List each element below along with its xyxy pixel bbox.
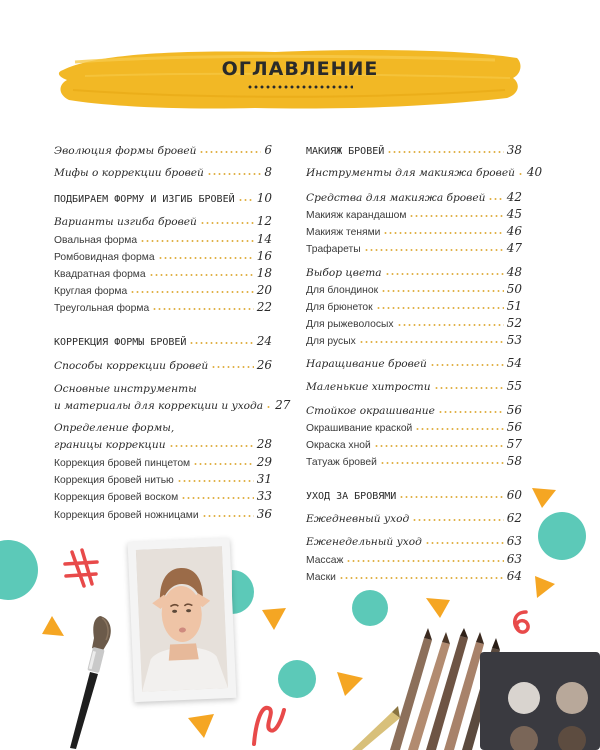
- makeup-brush-image: [62, 612, 122, 750]
- toc-entry[interactable]: [306, 165, 543, 179]
- dot-leader: [193, 463, 254, 465]
- dot-leader: [200, 222, 254, 224]
- dot-leader: [202, 515, 254, 517]
- toc-page-number: 20: [256, 283, 272, 297]
- toc-entry-label: Массаж: [306, 555, 344, 566]
- toc-entry-label-line1: Основные инструменты: [54, 383, 197, 395]
- dot-leader: [434, 387, 504, 389]
- toc-page-number: 50: [506, 282, 522, 296]
- dot-leader: [359, 341, 504, 343]
- toc-page-number: 18: [256, 266, 272, 280]
- toc-page-number: 56: [506, 403, 522, 417]
- dot-leader: [339, 577, 504, 579]
- dot-leader: [266, 406, 272, 408]
- woman-face-image: [136, 546, 228, 692]
- toc-entry-label: Инструменты для макияжа бровей: [306, 167, 515, 179]
- dot-leader: [181, 497, 254, 499]
- toc-entry[interactable]: [54, 472, 272, 486]
- toc-entry-label: Макияж карандашом: [306, 210, 407, 221]
- toc-entry-label: Для рыжеволосых: [306, 319, 394, 330]
- dot-leader: [149, 274, 254, 276]
- toc-entry[interactable]: [306, 207, 522, 221]
- toc-entry-label: границы коррекции: [54, 439, 166, 451]
- toc-entry-label: Средства для макияжа бровей: [306, 192, 486, 204]
- toc-page-number: 24: [256, 334, 272, 348]
- toc-entry-label: МАКИЯЖ БРОВЕЙ: [306, 146, 385, 157]
- toc-entry[interactable]: [306, 143, 522, 157]
- dot-leader: [409, 215, 503, 217]
- toc-page-number: 45: [506, 207, 522, 221]
- dot-leader: [158, 257, 254, 259]
- eyeshadow-palette-image: [480, 652, 600, 750]
- orange-triangle-decoration: [335, 670, 365, 698]
- toc-page-number: 63: [506, 534, 522, 548]
- dot-leader: [199, 151, 261, 153]
- toc-entry-label: Наращивание бровей: [306, 358, 427, 370]
- toc-page-number: 38: [506, 143, 522, 157]
- toc-entry-label: Способы коррекции бровей: [54, 360, 209, 372]
- toc-page-number: 57: [506, 437, 522, 451]
- dot-leader: [140, 240, 254, 242]
- toc-entry[interactable]: [306, 224, 522, 238]
- dot-leader: [412, 519, 504, 521]
- toc-page-number: 40: [526, 165, 543, 179]
- dot-leader: [399, 496, 503, 498]
- orange-triangle-decoration: [186, 712, 216, 740]
- dot-leader: [364, 249, 504, 251]
- toc-page-number: 55: [506, 379, 522, 393]
- dot-leader: [385, 273, 504, 275]
- toc-entry-label: Для брюнеток: [306, 302, 373, 313]
- toc-entry-label: Стойкое окрашивание: [306, 405, 435, 417]
- toc-page-number: 6: [264, 143, 272, 157]
- toc-entry[interactable]: [54, 232, 272, 246]
- toc-page-number: 64: [506, 569, 522, 583]
- toc-page-number: 42: [506, 190, 522, 204]
- toc-entry-label: Выбор цвета: [306, 267, 382, 279]
- toc-page-number: 56: [506, 420, 522, 434]
- dot-leader: [376, 307, 504, 309]
- orange-triangle-decoration: [424, 596, 452, 620]
- dot-leader: [374, 445, 504, 447]
- toc-page-number: 63: [506, 552, 522, 566]
- toc-page-number: 47: [506, 241, 522, 255]
- toc-entry-label: Овальная форма: [54, 235, 138, 246]
- toc-entry-label: Окраска хной: [306, 440, 371, 451]
- toc-entry[interactable]: [306, 552, 522, 566]
- toc-page-number: 62: [506, 511, 522, 525]
- dot-leader: [189, 342, 253, 344]
- red-squiggle-decoration: [246, 700, 290, 748]
- red-hash-decoration: [62, 548, 100, 590]
- dot-leader: [152, 308, 254, 310]
- toc-entry[interactable]: [306, 379, 522, 393]
- dot-leader: [397, 324, 504, 326]
- toc-entry-label: Круглая форма: [54, 286, 128, 297]
- toc-page-number: 14: [256, 232, 272, 246]
- woman-portrait-photo: [128, 538, 237, 702]
- dot-leader: [387, 151, 503, 153]
- teal-circle-decoration: [0, 540, 38, 600]
- toc-entry-label: Еженедельный уход: [306, 536, 422, 548]
- toc-entry[interactable]: [54, 489, 272, 503]
- toc-entry[interactable]: [306, 454, 522, 468]
- toc-entry[interactable]: [54, 300, 272, 314]
- toc-entry-label: УХОД ЗА БРОВЯМИ: [306, 491, 397, 502]
- toc-entry-label: Макияж тенями: [306, 227, 381, 238]
- dot-leader: [383, 232, 503, 234]
- toc-entry-label: Ромбовидная форма: [54, 252, 155, 263]
- dot-leader: [425, 542, 504, 544]
- toc-entry[interactable]: [306, 241, 522, 255]
- gold-pencil-image: [352, 706, 402, 750]
- dot-leader: [380, 462, 504, 464]
- toc-entry-label: КОРРЕКЦИЯ ФОРМЫ БРОВЕЙ: [54, 337, 187, 348]
- dot-leader: [130, 291, 254, 293]
- toc-page-number: 31: [256, 472, 272, 486]
- dot-leader: [488, 198, 503, 200]
- dot-leader: [381, 290, 504, 292]
- toc-page-number: 28: [256, 437, 272, 451]
- title-dotted-underline: [247, 85, 353, 89]
- toc-page-number: 8: [264, 165, 272, 179]
- toc-page-number: 46: [506, 224, 522, 238]
- toc-page-number: 36: [256, 507, 272, 521]
- toc-entry[interactable]: [306, 569, 522, 583]
- toc-entry[interactable]: [306, 333, 522, 347]
- toc-entry-label: ПОДБИРАЕМ ФОРМУ И ИЗГИБ БРОВЕЙ: [54, 194, 235, 205]
- toc-entry-label: Ежедневный уход: [306, 513, 410, 525]
- toc-entry[interactable]: [306, 265, 522, 279]
- dot-leader: [346, 560, 503, 562]
- teal-circle-decoration: [538, 512, 586, 560]
- toc-entry[interactable]: [54, 383, 291, 412]
- toc-entry[interactable]: [54, 165, 272, 179]
- teal-circle-decoration: [278, 660, 316, 698]
- toc-page-number: 12: [256, 214, 272, 228]
- toc-page-number: 53: [506, 333, 522, 347]
- toc-entry[interactable]: [306, 403, 522, 417]
- toc-page-number: 27: [275, 398, 291, 412]
- teal-circle-decoration: [232, 570, 254, 614]
- toc-entry[interactable]: [54, 283, 272, 297]
- toc-entry-label: Татуаж бровей: [306, 457, 377, 468]
- toc-entry[interactable]: [306, 316, 522, 330]
- toc-entry-label: Коррекция бровей ножницами: [54, 510, 199, 521]
- toc-entry[interactable]: [54, 191, 272, 205]
- toc-entry-label: Маски: [306, 572, 336, 583]
- toc-entry-label: и материалы для коррекции и ухода: [54, 400, 264, 412]
- page-title: ОГЛАВЛЕНИЕ: [221, 58, 379, 80]
- toc-page-number: 60: [506, 488, 522, 502]
- teal-circle-decoration: [352, 590, 388, 626]
- toc-page-number: 33: [256, 489, 272, 503]
- dot-leader: [211, 366, 253, 368]
- dot-leader: [207, 173, 262, 175]
- toc-entry-label: Варианты изгиба бровей: [54, 216, 197, 228]
- toc-page-number: 48: [506, 265, 522, 279]
- toc-entry-label-line1: Определение формы,: [54, 422, 175, 434]
- toc-entry[interactable]: [306, 420, 522, 434]
- toc-entry[interactable]: [54, 358, 272, 372]
- toc-entry-label: Мифы о коррекции бровей: [54, 167, 204, 179]
- toc-entry[interactable]: [54, 334, 272, 348]
- orange-triangle-decoration: [530, 484, 558, 510]
- toc-entry-label: Эволюция формы бровей: [54, 145, 197, 157]
- toc-page-number: 16: [256, 249, 272, 263]
- toc-page-number: 51: [506, 299, 522, 313]
- dot-leader: [438, 411, 504, 413]
- toc-entry-label: Треугольная форма: [54, 303, 150, 314]
- toc-entry-label: Для блондинок: [306, 285, 379, 296]
- toc-entry[interactable]: [54, 422, 272, 451]
- dot-leader: [238, 199, 254, 201]
- toc-entry-label: Маленькие хитрости: [306, 381, 431, 393]
- toc-page-number: 58: [506, 454, 522, 468]
- toc-entry[interactable]: [54, 455, 272, 469]
- toc-page-number: 22: [256, 300, 272, 314]
- dot-leader: [169, 445, 254, 447]
- toc-entry-label: Для русых: [306, 336, 356, 347]
- toc-entry[interactable]: [306, 356, 522, 370]
- toc-entry-label: Трафареты: [306, 244, 361, 255]
- toc-entry-label: Окрашивание краской: [306, 423, 413, 434]
- dot-leader: [177, 480, 254, 482]
- toc-entry-label: Коррекция бровей воском: [54, 492, 179, 503]
- toc-page-number: 29: [256, 455, 272, 469]
- toc-page-number: 10: [256, 191, 272, 205]
- toc-entry[interactable]: [306, 534, 522, 548]
- orange-triangle-decoration: [260, 606, 288, 632]
- toc-entry-label: Квадратная форма: [54, 269, 146, 280]
- toc-entry[interactable]: [306, 282, 522, 296]
- dot-leader: [415, 428, 503, 430]
- toc-entry[interactable]: [306, 488, 522, 502]
- toc-page-number: 54: [506, 356, 522, 370]
- toc-entry[interactable]: [54, 266, 272, 280]
- toc-entry[interactable]: [306, 190, 522, 204]
- toc-page-number: 26: [256, 358, 272, 372]
- toc-entry[interactable]: [306, 437, 522, 451]
- dot-leader: [430, 364, 504, 366]
- orange-triangle-decoration: [531, 574, 557, 600]
- toc-entry[interactable]: [54, 507, 272, 521]
- toc-entry[interactable]: [306, 511, 522, 525]
- toc-entry[interactable]: [306, 299, 522, 313]
- toc-entry-label: Коррекция бровей нитью: [54, 475, 174, 486]
- toc-entry[interactable]: [54, 214, 272, 228]
- toc-entry[interactable]: [54, 249, 272, 263]
- toc-entry-label: Коррекция бровей пинцетом: [54, 458, 191, 469]
- toc-page-number: 52: [506, 316, 522, 330]
- dot-leader: [518, 173, 524, 175]
- toc-entry[interactable]: [54, 143, 272, 157]
